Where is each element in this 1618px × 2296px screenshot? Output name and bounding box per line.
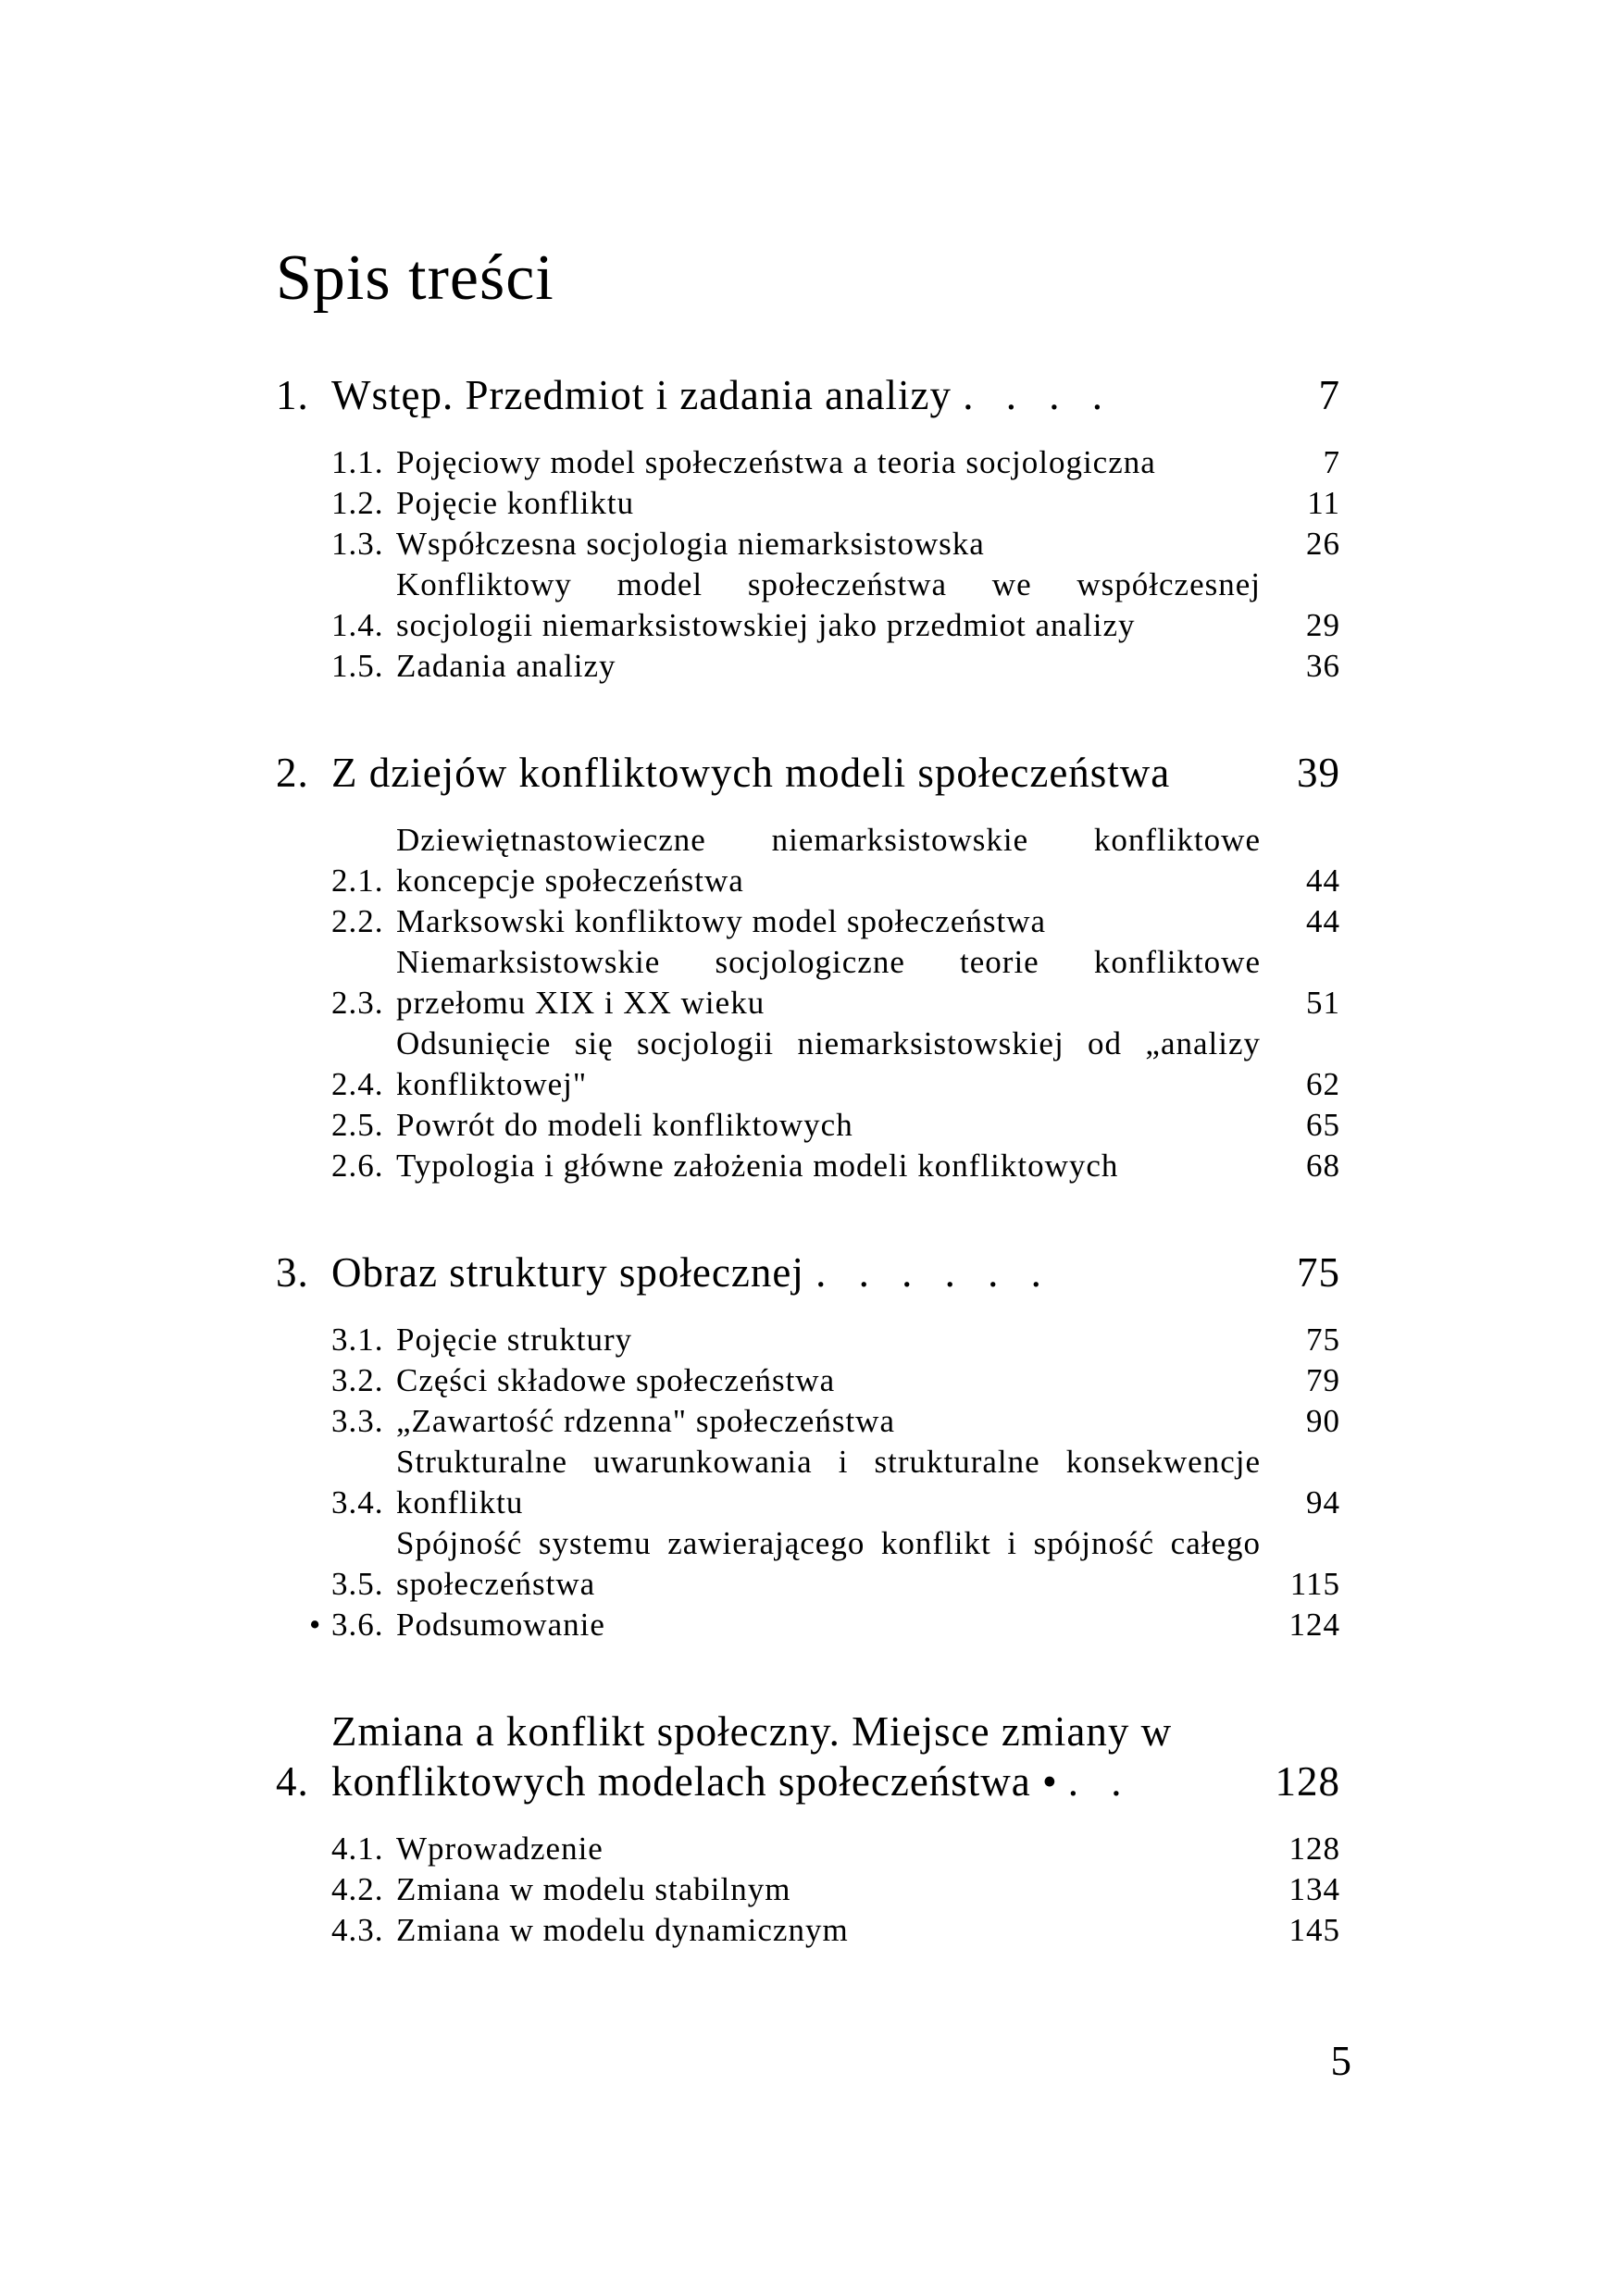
chapter-title: Z dziejów konfliktowych modeli społeczeństwa — [331, 750, 1171, 796]
section-title: Pojęcie struktury — [396, 1322, 633, 1358]
toc-entry — [276, 942, 1340, 1024]
toc-entry — [276, 1146, 1340, 1186]
toc-title: Spis treści — [276, 242, 554, 314]
toc-entry — [276, 1910, 1340, 1951]
section-title: Spójność systemu zawierającego konflikt i spójność całego społeczeństwa — [396, 1525, 1261, 1602]
section-page: 145 — [1288, 1912, 1340, 1948]
section-title: Części składowe społeczeństwa — [396, 1362, 836, 1398]
section-number: 4.3. — [331, 1912, 384, 1948]
section-list — [276, 820, 1340, 1186]
section-page: 62 — [1306, 1066, 1340, 1102]
section-title: Zmiana w modelu stabilnym — [396, 1871, 791, 1907]
chapter-number: 2. — [276, 750, 309, 796]
section-title: Pojęciowy model społeczeństwa a teoria socjologiczna — [396, 444, 1156, 480]
chapter-page: 39 — [1297, 750, 1340, 796]
toc-entry — [276, 442, 1340, 483]
section-title: Zadania analizy — [396, 648, 616, 684]
section-title: Pojęcie konfliktu — [396, 485, 635, 521]
section-number: 3.2. — [331, 1362, 384, 1398]
section-page: 7 — [1323, 444, 1340, 480]
section-page: 51 — [1306, 985, 1340, 1021]
section-page: 36 — [1306, 648, 1340, 684]
section-number: 3.6. — [331, 1607, 384, 1643]
toc-entry — [276, 1605, 1340, 1645]
chapter-2 — [276, 748, 1340, 1186]
toc-entry — [276, 1401, 1340, 1442]
chapter-title-block — [331, 748, 1283, 798]
section-number: 2.1. — [331, 863, 384, 899]
toc-entry — [276, 1442, 1340, 1523]
toc-entry — [276, 1360, 1340, 1401]
section-page: 11 — [1307, 485, 1340, 521]
table-of-contents — [276, 370, 1340, 1951]
section-page: 26 — [1306, 526, 1340, 562]
section-number: 1.5. — [331, 648, 384, 684]
toc-entry — [276, 901, 1340, 942]
chapter-heading — [276, 748, 1340, 798]
toc-entry — [276, 1024, 1340, 1105]
section-number: 3.5. — [331, 1566, 384, 1602]
page-number: 5 — [1330, 2038, 1351, 2084]
section-page: 44 — [1306, 903, 1340, 939]
section-title: Odsunięcie się socjologii niemarksistowskiej od „analizy konfliktowej" — [396, 1025, 1261, 1102]
toc-entry — [276, 1869, 1340, 1910]
section-number: 1.1. — [331, 444, 384, 480]
toc-entry — [276, 565, 1340, 646]
toc-entry — [276, 524, 1340, 565]
leader-dots: . . . . — [963, 372, 1114, 418]
chapter-title-block — [331, 1706, 1276, 1806]
section-number: 1.2. — [331, 485, 384, 521]
chapter-number: 4. — [276, 1758, 309, 1805]
section-number: 3.1. — [331, 1322, 384, 1358]
leader-dots: •. . — [1042, 1758, 1133, 1805]
section-number: 2.6. — [331, 1148, 384, 1184]
section-number: 2.2. — [331, 903, 384, 939]
section-title: Podsumowanie — [396, 1607, 605, 1643]
chapter-heading — [276, 1247, 1340, 1297]
section-number: 2.3. — [331, 985, 384, 1021]
chapter-title: Obraz struktury społecznej — [331, 1249, 804, 1296]
chapter-page: 75 — [1297, 1249, 1340, 1296]
section-page: 75 — [1306, 1322, 1340, 1358]
toc-entry — [276, 1105, 1340, 1146]
section-title: Współczesna socjologia niemarksistowska — [396, 526, 985, 562]
section-title: Dziewiętnastowieczne niemarksistowskie konfliktowe koncepcje społeczeństwa — [396, 822, 1261, 899]
section-number: 2.4. — [331, 1066, 384, 1102]
chapter-title-block — [331, 1247, 1283, 1297]
section-number: 4.2. — [331, 1871, 384, 1907]
section-number: 4.1. — [331, 1831, 384, 1867]
toc-entry — [276, 1829, 1340, 1869]
section-page: 68 — [1306, 1148, 1340, 1184]
section-title: Niemarksistowskie socjologiczne teorie konfliktowe przełomu XIX i XX wieku — [396, 944, 1261, 1021]
chapter-page: 128 — [1275, 1758, 1340, 1805]
section-page: 128 — [1288, 1831, 1340, 1867]
section-page: 29 — [1306, 607, 1340, 643]
leader-dots: . . . . . . — [815, 1249, 1052, 1296]
chapter-title: Wstęp. Przedmiot i zadania analizy — [331, 372, 952, 418]
toc-entry — [276, 483, 1340, 524]
section-title: Marksowski konfliktowy model społeczeństwa — [396, 903, 1047, 939]
section-title: Typologia i główne założenia modeli konfliktowych — [396, 1148, 1119, 1184]
section-list — [276, 442, 1340, 687]
chapter-3 — [276, 1247, 1340, 1645]
toc-entry — [276, 1523, 1340, 1605]
chapter-1 — [276, 370, 1340, 687]
section-number: 1.4. — [331, 607, 384, 643]
section-page: 90 — [1306, 1403, 1340, 1439]
section-list — [276, 1829, 1340, 1951]
chapter-heading — [276, 370, 1340, 420]
bullet-mark: • — [309, 1607, 322, 1643]
section-title: Strukturalne uwarunkowania i strukturalne konsekwencje konfliktu — [396, 1444, 1261, 1520]
chapter-title: Zmiana a konflikt społeczny. Miejsce zmiany w konfliktowych modelach społeczeństwa — [331, 1708, 1173, 1805]
section-page: 44 — [1306, 863, 1340, 899]
chapter-number: 3. — [276, 1249, 309, 1296]
toc-entry — [276, 1320, 1340, 1360]
section-page: 65 — [1306, 1107, 1340, 1143]
section-page: 134 — [1288, 1871, 1340, 1907]
section-page: 124 — [1288, 1607, 1340, 1643]
section-title: Powrót do modeli konfliktowych — [396, 1107, 853, 1143]
section-number: 3.4. — [331, 1484, 384, 1520]
section-title: Konfliktowy model społeczeństwa we współczesnej socjologii niemarksistowskiej jako przedmiot analizy — [396, 566, 1261, 643]
section-list — [276, 1320, 1340, 1645]
section-title: „Zawartość rdzenna" społeczeństwa — [396, 1403, 895, 1439]
chapter-4 — [276, 1706, 1340, 1951]
section-page: 115 — [1289, 1566, 1340, 1602]
chapter-title-block — [331, 370, 1283, 420]
section-number: 2.5. — [331, 1107, 384, 1143]
toc-entry — [276, 646, 1340, 687]
section-page: 94 — [1306, 1484, 1340, 1520]
section-title: Zmiana w modelu dynamicznym — [396, 1912, 849, 1948]
chapter-number: 1. — [276, 372, 309, 418]
section-number: 1.3. — [331, 526, 384, 562]
chapter-page: 7 — [1318, 372, 1340, 418]
toc-entry — [276, 820, 1340, 901]
section-number: 3.3. — [331, 1403, 384, 1439]
chapter-heading — [276, 1706, 1340, 1806]
section-title: Wprowadzenie — [396, 1831, 604, 1867]
section-page: 79 — [1306, 1362, 1340, 1398]
